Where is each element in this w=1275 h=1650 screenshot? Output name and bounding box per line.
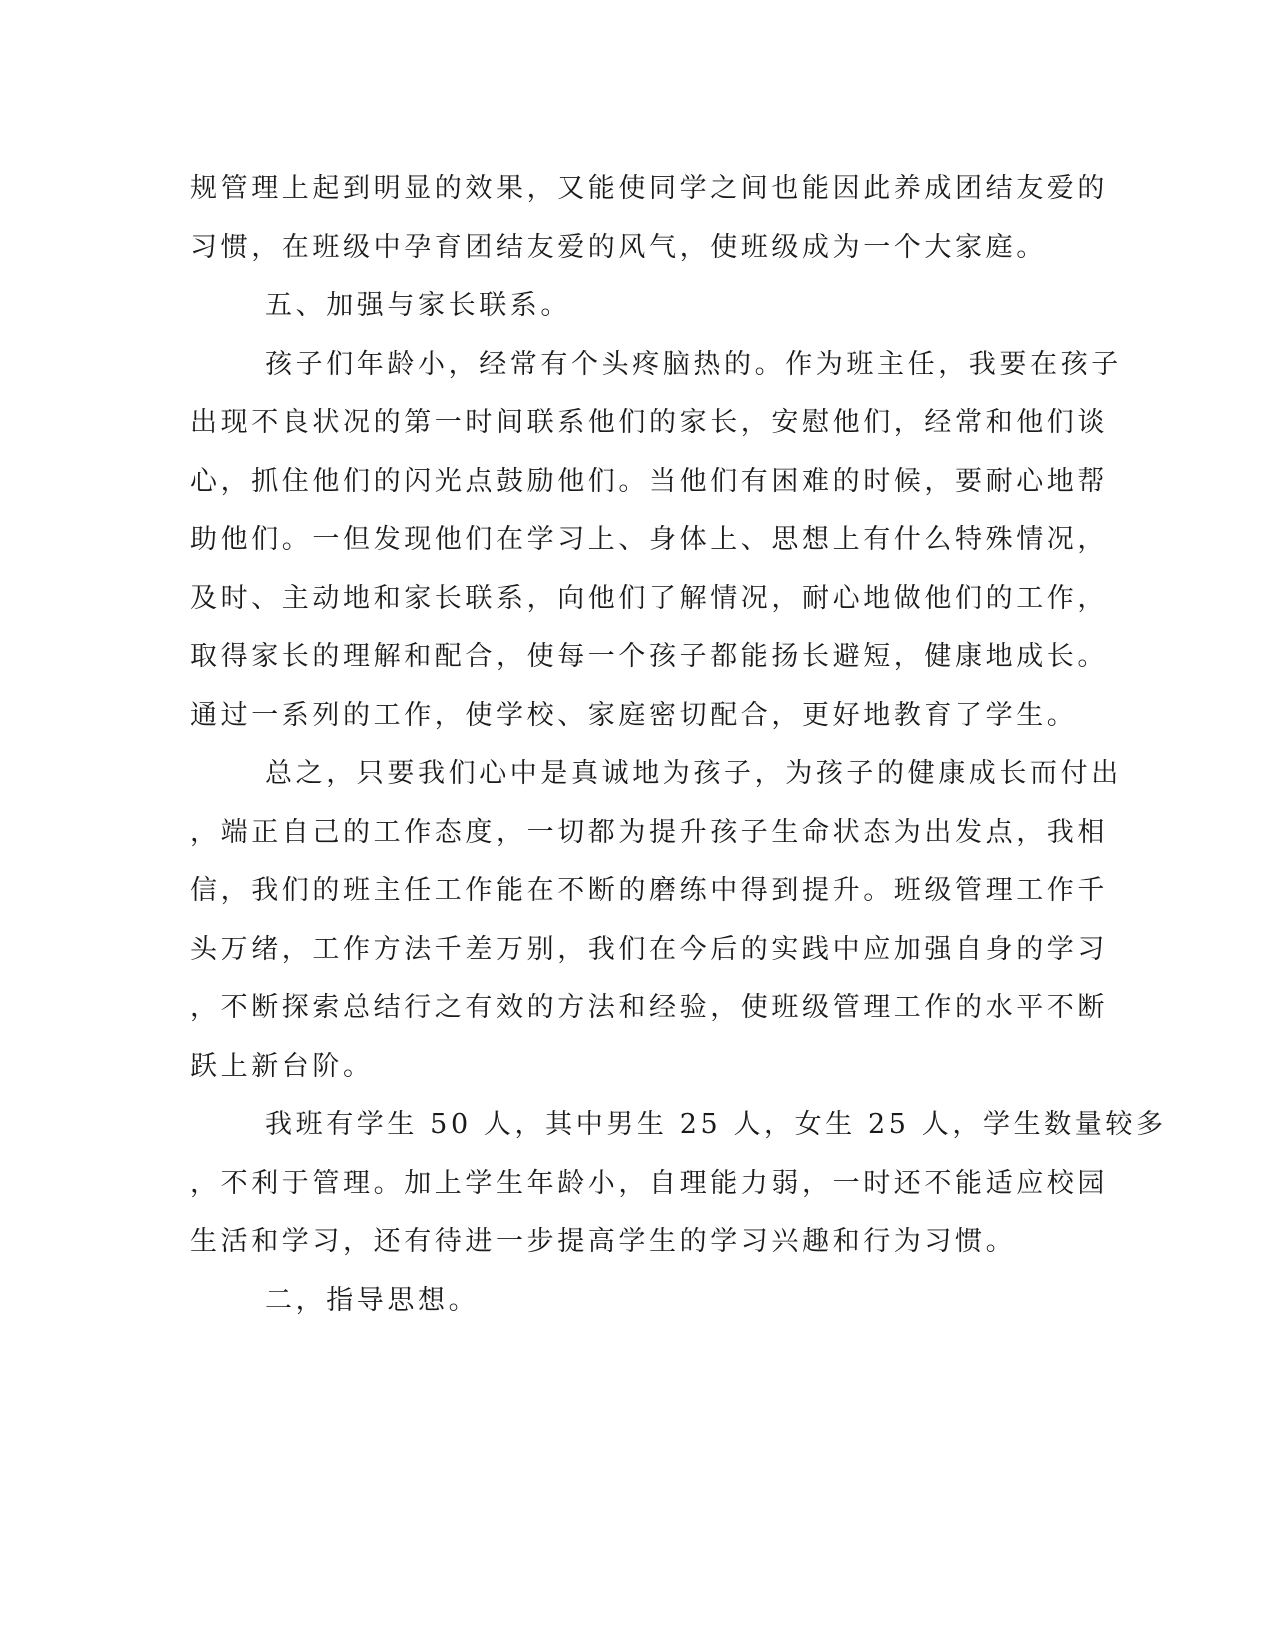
text-line: 及时、主动地和家长联系，向他们了解情况，耐心地做他们的工作， — [190, 582, 1108, 614]
document-body — [190, 160, 1167, 1330]
text-line: 出现不良状况的第一时间联系他们的家长，安慰他们，经常和他们谈 — [190, 407, 1108, 438]
text-line: 通过一系列的工作，使学校、家庭密切配合，更好地教育了学生。 — [190, 699, 1078, 731]
text-line: 助他们。一但发现他们在学习上、身体上、思想上有什么特殊情况， — [190, 524, 1108, 555]
text-line: 习惯，在班级中孕育团结友爱的风气，使班级成为一个大家庭。 — [190, 231, 1047, 263]
paragraph-start: 我班有学生 50 人，其中男生 25 人，女生 25 人，学生数量较多 — [265, 1109, 1167, 1140]
text-line: 心，抓住他们的闪光点鼓励他们。当他们有困难的时候，要耐心地帮 — [190, 465, 1108, 497]
text-line: ，不利于管理。加上学生年龄小，自理能力弱，一时还不能适应校园 — [190, 1167, 1108, 1199]
text-line: 跃上新台阶。 — [190, 1050, 374, 1082]
paragraph-start: 总之，只要我们心中是真诚地为孩子，为孩子的健康成长而付出 — [265, 758, 1122, 789]
text-line: 规管理上起到明显的效果，又能使同学之间也能因此养成团结友爱的 — [190, 173, 1108, 204]
text-line: 信，我们的班主任工作能在不断的磨练中得到提升。班级管理工作千 — [190, 875, 1108, 906]
text-line: ，端正自己的工作态度，一切都为提升孩子生命状态为出发点，我相 — [190, 816, 1108, 848]
text-line: ，不断探索总结行之有效的方法和经验，使班级管理工作的水平不断 — [190, 992, 1108, 1023]
section-heading: 五、加强与家长联系。 — [265, 290, 571, 321]
text-line: 取得家长的理解和配合，使每一个孩子都能扬长避短，健康地成长。 — [190, 641, 1108, 672]
section-heading: 二，指导思想。 — [265, 1284, 480, 1316]
paragraph-start: 孩子们年龄小，经常有个头疼脑热的。作为班主任，我要在孩子 — [265, 348, 1122, 380]
text-line: 生活和学习，还有待进一步提高学生的学习兴趣和行为习惯。 — [190, 1226, 1017, 1257]
text-line: 头万绪，工作方法千差万别，我们在今后的实践中应加强自身的学习 — [190, 933, 1108, 965]
